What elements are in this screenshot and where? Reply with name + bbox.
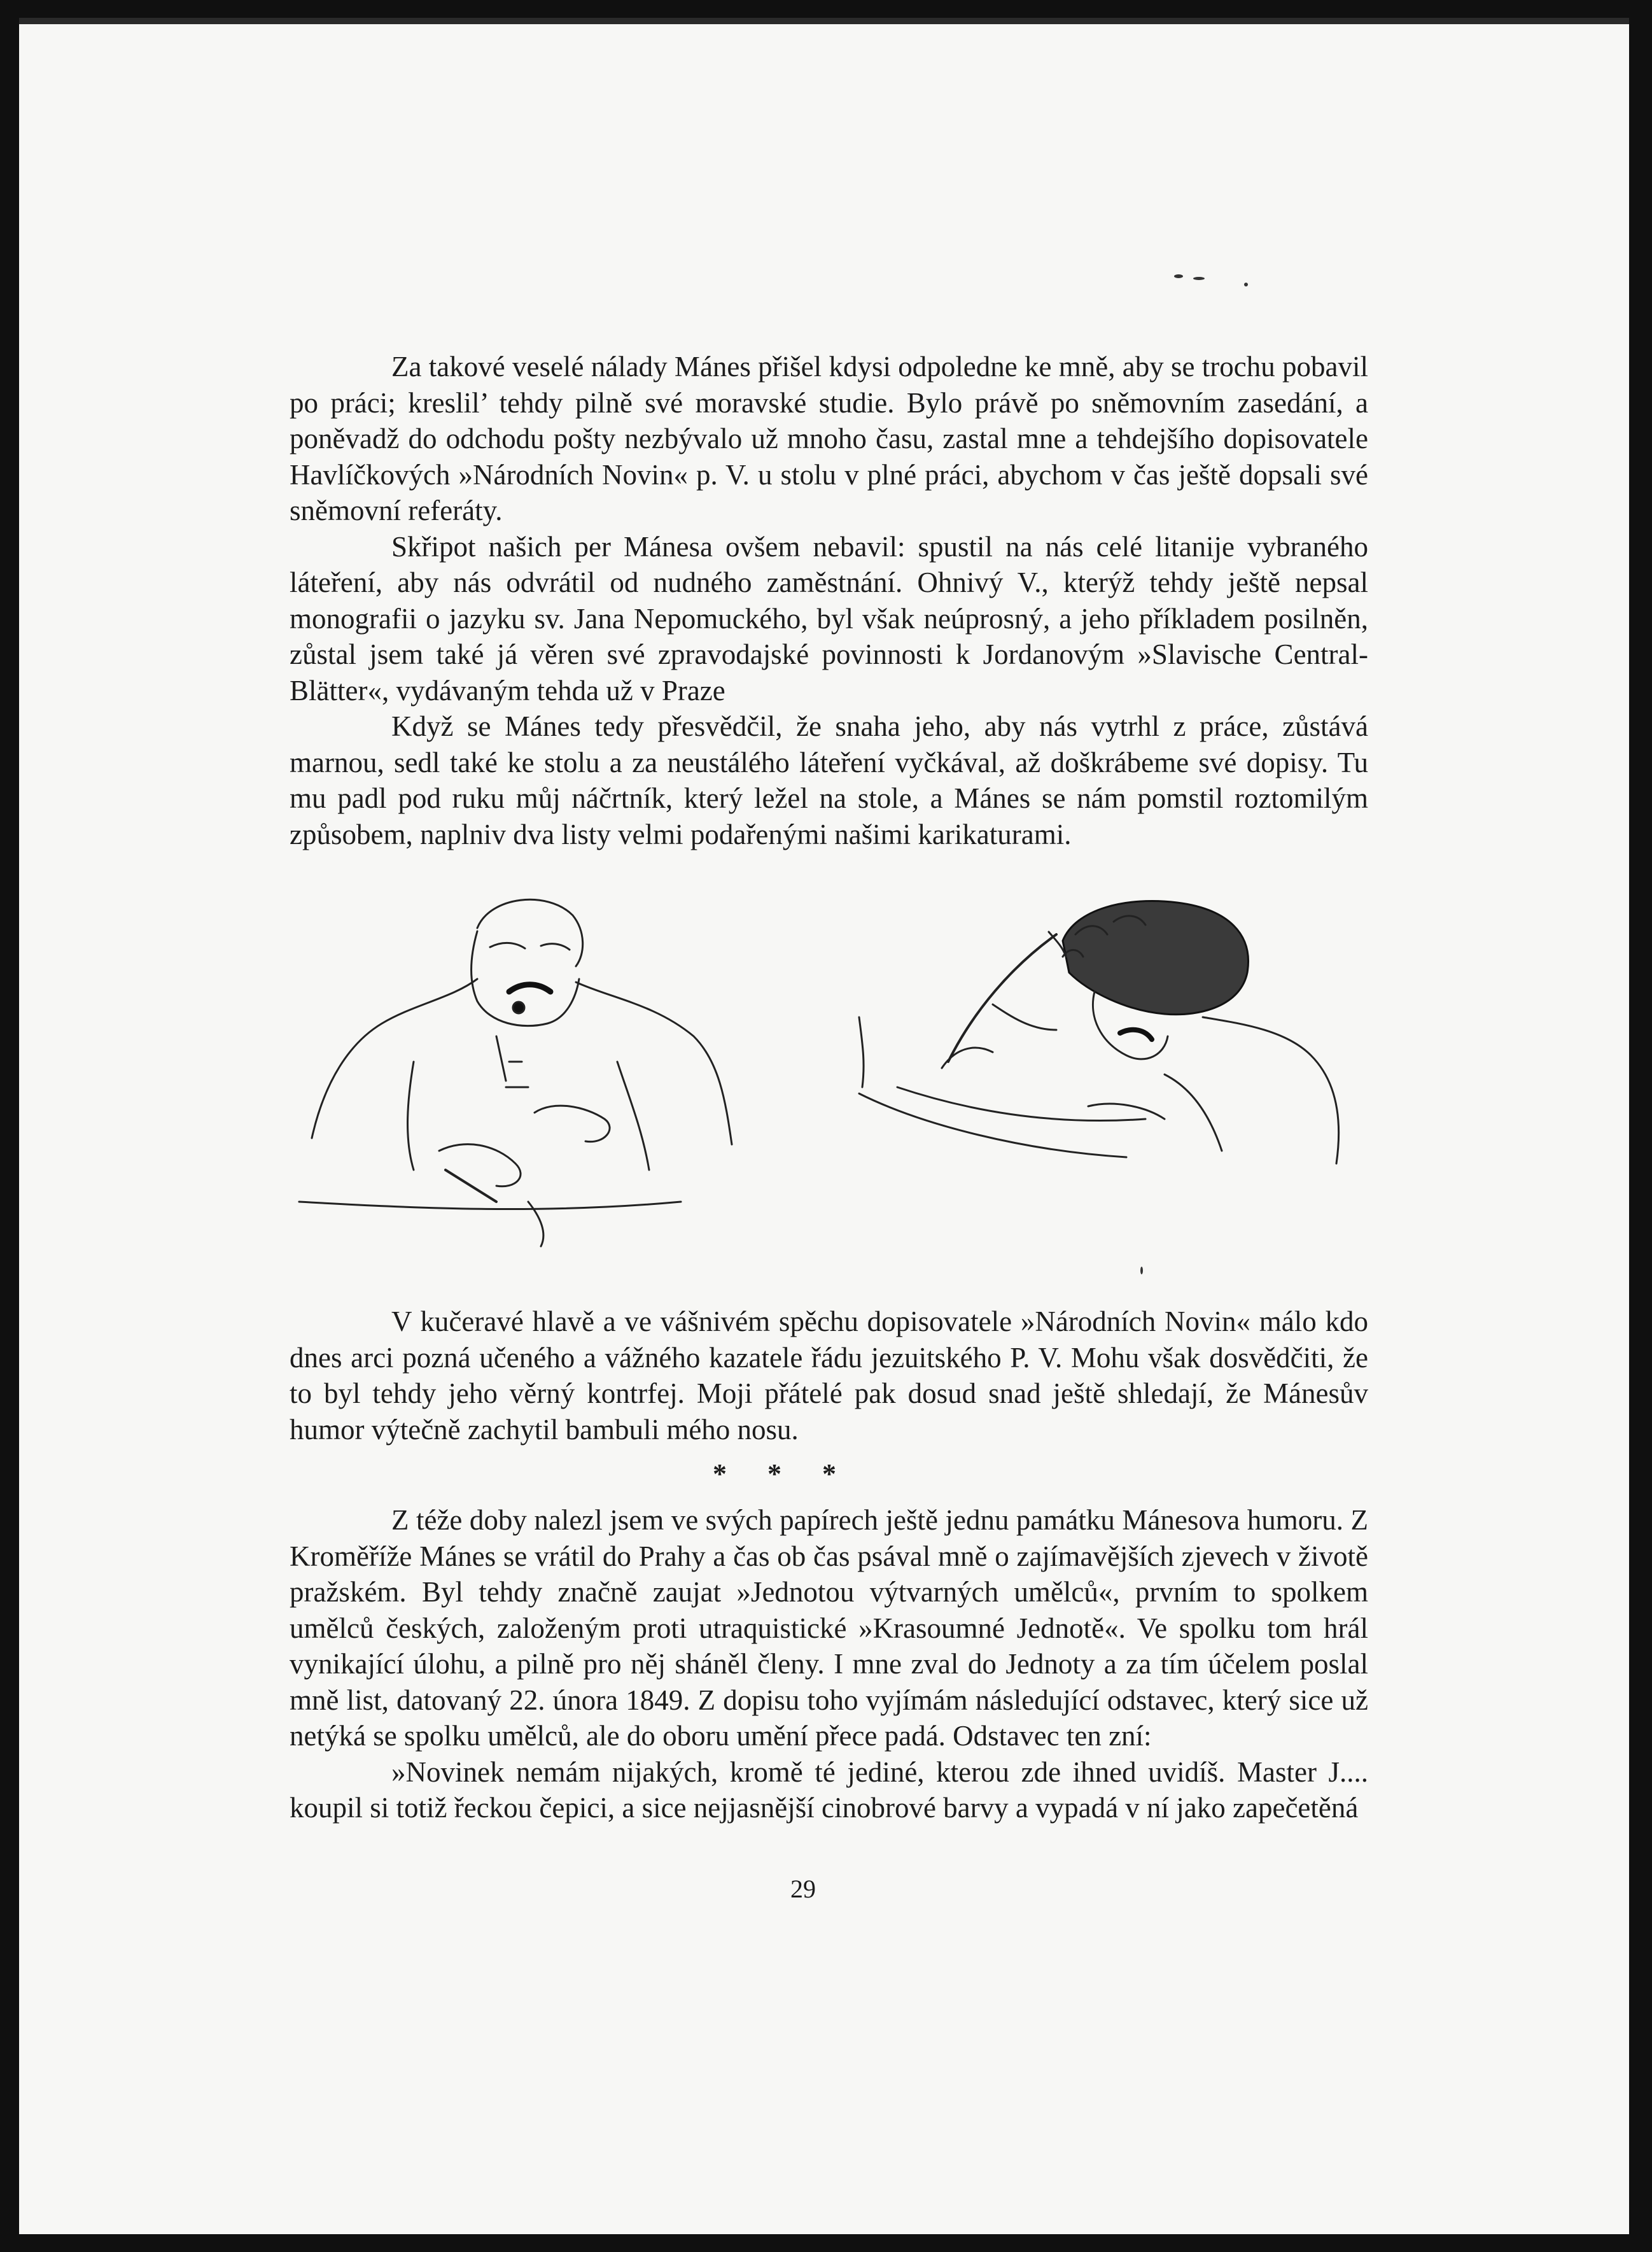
caricature-left-illustration [286,871,770,1253]
paragraph: Z téže doby nalezl jsem ve svých papírech ještě jednu památku Mánesova humoru. Z Kroměříže Mánes se vrátil do Prahy a čas ob čas psával mně o zajímavějších zjevech v životě pražském. Byl tehdy značně zaujat »Jednotou výtvarných umělců«, prvním to spolkem umělců českých, založeným proti utraquistické »Krasoumné Jednotě«. Ve spolku tom hrál vynikající úlohu, a pilně pro něj sháněl členy. I mne zval do Jednoty a za tím účelem poslal mně list, datovaný 22. února 1849. Z dopisu toho vyjímám následující odstavec, který sice už netýká se spolku umělců, ale do oboru umění přece padá. Odstavec ten zní: [290,1504,1368,1752]
paragraph: Za takové veselé nálady Mánes přišel kdysi odpoledne ke mně, aby se trochu pobavil po práci; kreslil’ tehdy pilně své moravské studie. Bylo právě po sněmovním zasedání, a poněvadž do odchodu pošty nezbývalo už mnoho času, zastal mne a tehdejšího dopisovatele Havlíčkových »Národních Novin« p. V. u stolu v plné práci, abychom v čas ještě dopsali své sněmovní referáty. [290,351,1368,526]
caricature-right-illustration [846,896,1368,1227]
paragraph: Skřipot našich per Mánesa ovšem nebavil: spustil na nás celé litanije vybraného láteření, aby nás odvrátil od nudného zaměstnání. Ohnivý V., kterýž tehdy ještě nepsal monografii o jazyku sv. Jana Nepomuckého, byl však neúprosný, a jeho příkladem posilněn, zůstal jsem také já věren své zpravodajské povinnosti k Jordanovým »Slavische Central-Blätter«, vydávaným tehda už v Praze [290,530,1368,707]
paragraph: Když se Mánes tedy přesvědčil, že snaha jeho, aby nás vytrhl z práce, zůstává marnou, sedl také ke stolu a za neustálého láteření vyčkával, až doškrábeme své dopisy. Tu mu padl pod ruku můj náčrtník, který ležel na stole, a Mánes se nám pomstil roztomilým způsobem, naplniv dva listy velmi podařenými našimi karikaturami. [290,710,1368,850]
scan-speck [1174,274,1183,278]
scan-top-edge [19,18,1629,24]
scan-speck [1140,1267,1143,1274]
scan-speck [1193,277,1205,280]
intro-text [290,349,1368,852]
section-ornament: * * * [713,1458,843,1489]
paragraph: V kučeravé hlavě a ve vášnivém spěchu dopisovatele »Národních Novin« málo kdo dnes arci pozná učeného a vážného kazatele řádu jezuitského P. V. Mohu však dosvědčiti, že to byl tehdy jeho věrný kontrfej. Moji přátelé pak dosud snad ještě shledají, že Mánesův humor výtečně zachytil bambuli mého nosu. [290,1305,1368,1446]
letter-text [290,1502,1368,1826]
page-number: 29 [790,1875,816,1903]
scan-speck [1244,283,1248,286]
book-page [19,18,1629,2234]
paragraph: »Novinek nemám nijakých, kromě té jediné, kterou zde ihned uvidíš. Master J.... koupil si totiž řeckou čepici, a sice nejjasnější cinobrové barvy a vypadá v ní jako zapečetěná [290,1756,1368,1824]
caption-text [290,1304,1368,1447]
